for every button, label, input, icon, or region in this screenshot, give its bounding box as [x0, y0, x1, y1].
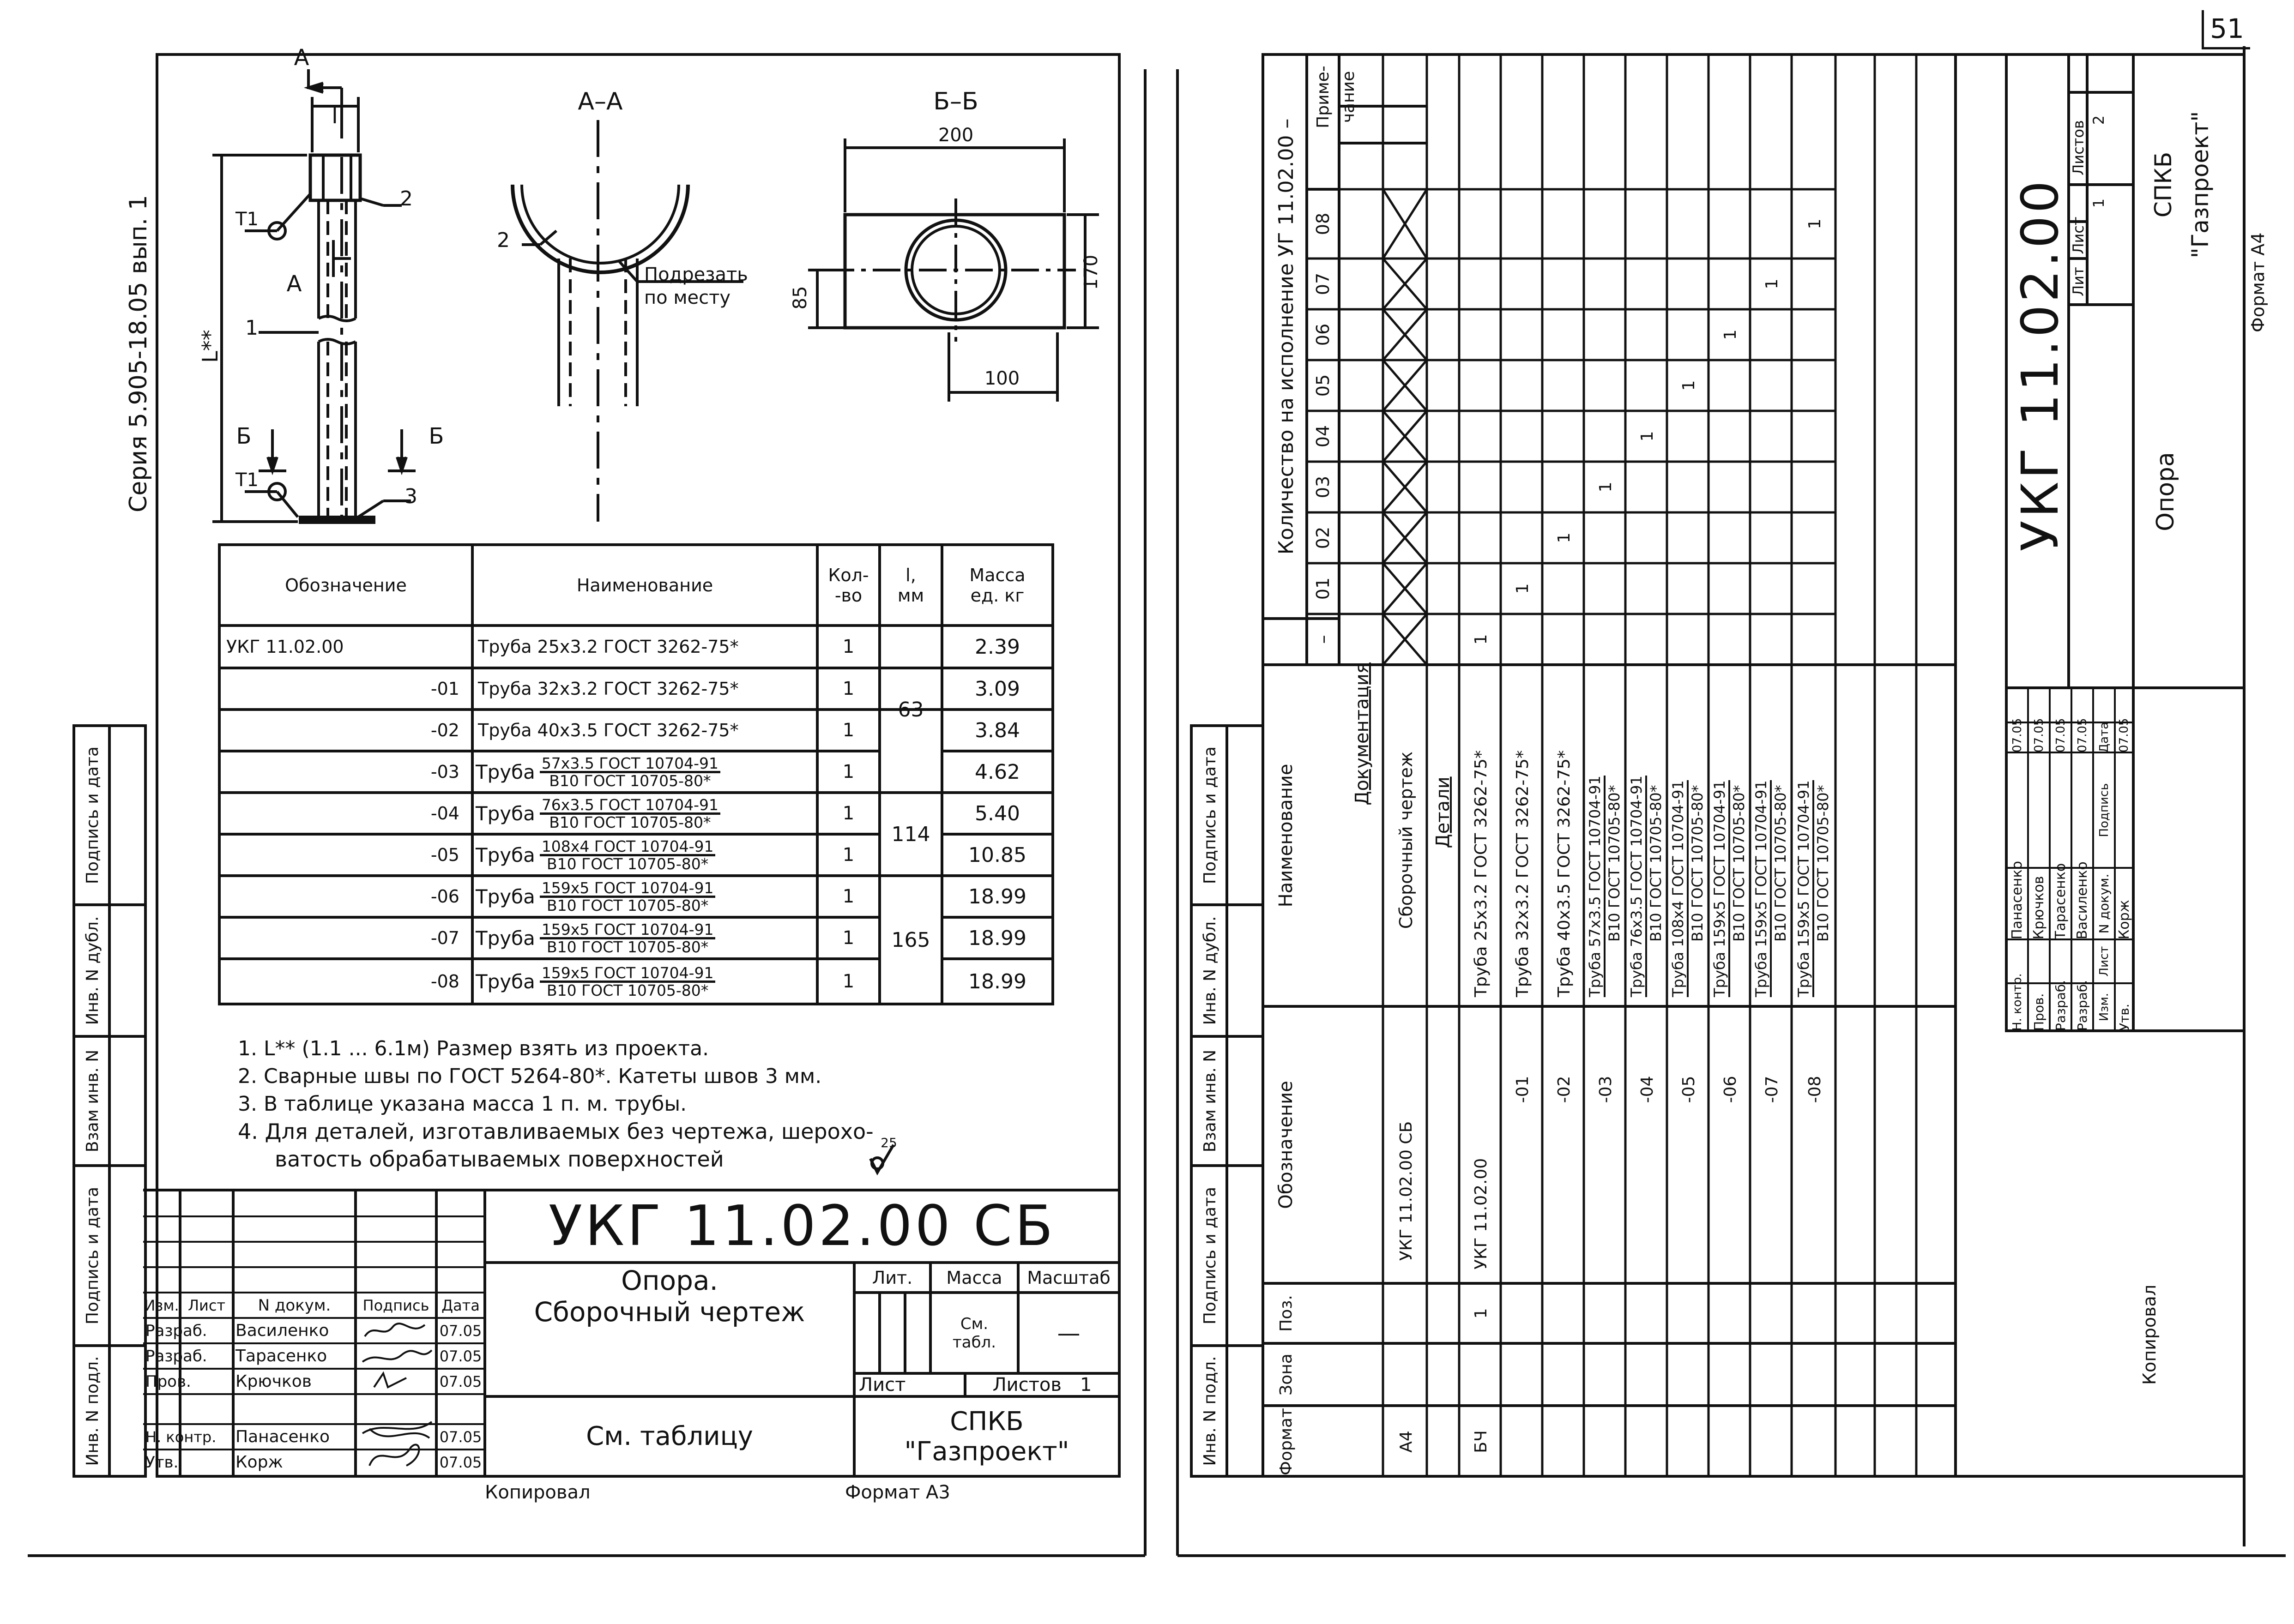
title-name-line: Опора.: [621, 1264, 718, 1296]
variant-header: 03: [1313, 475, 1333, 499]
scale-label: Масштаб: [1027, 1267, 1111, 1288]
variant-header: 01: [1313, 577, 1333, 600]
spec-part-name: [1668, 660, 1708, 997]
table-row-name: [476, 834, 815, 876]
pipe-spec-bottom: В10 ГОСТ 10705-80*: [547, 938, 709, 956]
sheets-label: Листов: [992, 1374, 1062, 1395]
stamp-label: Инв. N подл.: [1200, 1356, 1219, 1466]
spec-qty: 1: [1763, 278, 1781, 289]
org-line: СПКБ: [950, 1406, 1024, 1437]
sig-date: 07.05: [439, 1347, 482, 1365]
stamp-label: Подпись и дата: [1200, 1186, 1219, 1325]
pipe-word: Труба: [478, 679, 532, 699]
note-3: 3. В таблице указана масса 1 п. м. трубы.: [238, 1092, 687, 1116]
table-row-qty: 1: [842, 636, 855, 657]
sig-date: 07.05: [439, 1372, 482, 1390]
spec-part-name-bottom: В10 ГОСТ 10705-80*: [1730, 785, 1748, 942]
spec-part-suffix: -07: [1763, 1076, 1781, 1103]
mass-label: Масса: [946, 1267, 1002, 1288]
header-text: Масса: [969, 565, 1026, 585]
spec-part-name-top: Труба 159x5 ГОСТ 10704-91: [1752, 780, 1772, 997]
spec-col-name: Наименование: [1275, 764, 1297, 908]
table-row-name: [476, 751, 815, 793]
spec-section-docs: Документация: [1352, 662, 1373, 806]
spec-part-name: Труба 32x3.2 ГОСТ 3262-75*: [1513, 750, 1532, 997]
sig-name: Тарасенко: [2053, 863, 2069, 939]
weld-mark: Т1: [235, 469, 259, 491]
table-row-qty: 1: [842, 720, 855, 741]
signature-mark: [362, 1422, 432, 1438]
pipe-word: Труба: [478, 637, 532, 657]
spec-part-suffix: -01: [1513, 1076, 1532, 1103]
sig-name: Василенко: [2074, 861, 2090, 939]
mass-value-line: табл.: [952, 1333, 996, 1352]
sig-role: Н. контр.: [2010, 973, 2024, 1031]
spec-doc-format: А4: [1396, 1431, 1416, 1453]
cut-b-mark: Б: [429, 423, 444, 449]
weld-mark: Т1: [235, 209, 259, 230]
table-row-name: [476, 876, 815, 917]
table-header-qty: [817, 545, 880, 626]
table-row-designation: -01: [430, 679, 459, 699]
sheet-label: Лист: [2069, 217, 2087, 254]
pipe-spec-bottom: В10 ГОСТ 10705-80*: [547, 981, 709, 999]
callout-1: 1: [245, 316, 258, 340]
signatures: [356, 1318, 436, 1475]
callout-2: 2: [400, 186, 413, 211]
table-header-designation: Обозначение: [285, 575, 407, 595]
variant-header: 02: [1313, 526, 1333, 549]
spec-note-header: чание: [1339, 71, 1358, 123]
spec-part-suffix: -08: [1805, 1076, 1824, 1103]
spec-x-marks: [1383, 189, 1427, 665]
sig-name: Корж: [235, 1453, 283, 1472]
sig-date: 07.05: [439, 1428, 482, 1446]
dim-l-main: L**: [198, 330, 223, 363]
sig-header: Изм.: [144, 1296, 179, 1314]
series-label: Серия 5.905-18.05 вып. 1: [125, 195, 152, 512]
note-1: 1. L** (1.1 ... 6.1м) Размер взять из проекта.: [238, 1036, 709, 1060]
spec-part-name-top: Труба 159x5 ГОСТ 10704-91: [1711, 780, 1730, 997]
pipe-spec: 40x3.5 ГОСТ 3262-75*: [537, 720, 739, 740]
pipe-spec-bottom: В10 ГОСТ 10705-80*: [547, 854, 709, 873]
table-row-name: [478, 710, 815, 751]
spec-part-name-bottom: В10 ГОСТ 10705-80*: [1772, 785, 1789, 942]
sig-role: Разраб.: [2053, 980, 2068, 1031]
spec-part-name-bottom: В10 ГОСТ 10705-80*: [1814, 785, 1832, 942]
pipe-spec-top: 57x3.5 ГОСТ 10704-91: [540, 756, 720, 773]
spec-part-name-top: Труба 76x3.5 ГОСТ 10704-91: [1628, 776, 1647, 997]
mass-value: [930, 1293, 1018, 1373]
sig-role: Разраб.: [2075, 980, 2090, 1031]
pipe-spec-top: 159x5 ГОСТ 10704-91: [540, 922, 716, 939]
sig-role: Утв.: [2116, 1004, 2132, 1031]
sheet-label: Лист: [859, 1374, 906, 1395]
table-row-qty: 1: [842, 761, 855, 782]
spec-qty: 1: [1472, 634, 1491, 645]
spec-part-name: [1793, 660, 1834, 997]
table-row-designation: -07: [430, 928, 459, 948]
spec-qty: 1: [1513, 583, 1532, 594]
sheet2-code: УКГ 11.02.00: [2010, 178, 2070, 552]
spec-section-parts: Детали: [1432, 776, 1454, 848]
spec-col-format: Формат: [1276, 1407, 1296, 1476]
sheets-value: 2: [2090, 115, 2107, 125]
sheet2-name: Опора: [2152, 452, 2179, 531]
header-text: мм: [897, 585, 924, 606]
pipe-spec-top: 159x5 ГОСТ 10704-91: [540, 965, 716, 983]
sig-name: Крючков: [2031, 876, 2047, 939]
sig-header: Подпись: [362, 1296, 429, 1314]
pipe-word: Труба: [476, 802, 535, 825]
spec-part-name-top: Труба 159x5 ГОСТ 10704-91: [1795, 780, 1814, 997]
pipe-spec: 25x3.2 ГОСТ 3262-75*: [537, 637, 739, 657]
sheet-value: 1: [2090, 198, 2107, 208]
sig-name: Корж: [2116, 900, 2132, 939]
sig-date: 07.05: [439, 1453, 482, 1471]
l-group: 114: [891, 822, 930, 846]
spec-doc-designation: УКГ 11.02.00 СБ: [1396, 1121, 1416, 1261]
sig-date: 07.05: [2010, 718, 2024, 752]
table-row-name: [476, 917, 815, 959]
header-text: -во: [834, 585, 863, 606]
note-cut-line2: по месту: [644, 287, 731, 308]
sheet1-org: [854, 1396, 1119, 1476]
spec-qty: 1: [1596, 481, 1615, 493]
pipe-spec-top: 108x4 ГОСТ 10704-91: [540, 839, 716, 856]
section-bb-title: Б–Б: [933, 88, 978, 115]
stamp-label: Подпись и дата: [83, 746, 102, 884]
stamp-label: Инв. N дубл.: [1200, 916, 1219, 1025]
spec-note-header: Приме-: [1313, 66, 1333, 128]
title-name-line: Сборочный чертеж: [534, 1296, 805, 1328]
cut-a-mark: А: [294, 45, 309, 71]
pipe-spec-top: 76x3.5 ГОСТ 10704-91: [540, 797, 720, 815]
table-row-mass: 4.62: [975, 760, 1020, 784]
spec-col-zone: Зона: [1276, 1353, 1296, 1395]
table-row-name: [476, 959, 815, 1004]
pipe-spec-bottom: В10 ГОСТ 10705-80*: [549, 813, 711, 831]
sig-date: 07.05: [2032, 718, 2046, 752]
spec-qty: 1: [1721, 329, 1740, 340]
pipe-spec: 32x3.2 ГОСТ 3262-75*: [537, 679, 739, 699]
stamp-label: Инв. N дубл.: [83, 916, 102, 1025]
sig-role: Н. контр.: [145, 1428, 217, 1446]
signature-mark: [365, 1323, 425, 1336]
table-row-mass: 18.99: [968, 969, 1026, 993]
signature-mark: [374, 1373, 406, 1387]
stamp-label: Инв. N подл.: [83, 1356, 102, 1466]
page-number: 51: [2202, 10, 2250, 49]
sig-role: Пров.: [145, 1372, 191, 1391]
variant-header: 05: [1313, 374, 1333, 397]
table-row-qty: 1: [842, 678, 855, 699]
spec-col-designation: Обозначение: [1275, 1081, 1297, 1209]
table-row-mass: 2.39: [975, 635, 1020, 659]
note-2: 2. Сварные швы по ГОСТ 5264-80*. Катеты швов 3 мм.: [238, 1064, 822, 1088]
spec-part-name: [1585, 660, 1624, 997]
table-header-l: [880, 545, 942, 626]
spec-qty: 1: [1679, 380, 1698, 391]
dim-l: l: [332, 102, 338, 129]
sig-header: Лист: [2097, 946, 2111, 977]
lit-label: Лит: [2069, 267, 2087, 296]
table-row-mass: 18.99: [968, 884, 1026, 908]
sig-header: Дата: [441, 1296, 480, 1314]
dim-100: 100: [984, 368, 1020, 389]
header-text: l,: [906, 565, 916, 585]
sheet1-format: Формат А3: [845, 1481, 950, 1503]
sig-date: 07.05: [439, 1322, 482, 1340]
variant-header: 04: [1313, 425, 1333, 448]
spec-part-name-top: Труба 108x4 ГОСТ 10704-91: [1669, 780, 1689, 997]
spec-part-name-bottom: В10 ГОСТ 10705-80*: [1606, 785, 1623, 942]
signature-mark: [369, 1445, 419, 1466]
sig-header: Дата: [2097, 722, 2111, 753]
table-header-name: Наименование: [576, 575, 713, 595]
spec-part-name-bottom: В10 ГОСТ 10705-80*: [1647, 785, 1665, 942]
spec-qty: 1: [1638, 431, 1657, 442]
sheet2-copied: Копировал: [2139, 1284, 2160, 1385]
table-row-designation: -08: [430, 971, 459, 992]
spec-part-pos: 1: [1472, 1308, 1491, 1319]
sig-date: 07.05: [2075, 718, 2089, 752]
sig-name: Тарасенко: [235, 1347, 327, 1365]
sheet2-org-line2: "Газпроект": [2187, 111, 2214, 259]
spec-qty: 1: [1805, 218, 1824, 229]
sig-date: 07.05: [2053, 718, 2068, 752]
org-line: "Газпроект": [904, 1436, 1069, 1467]
sheets-cell: [965, 1373, 1119, 1396]
section-aa-title: А–А: [578, 88, 623, 115]
table-row-designation: -06: [430, 886, 459, 907]
spec-qty: 1: [1555, 532, 1574, 543]
table-row-mass: 3.84: [975, 718, 1020, 742]
stamp-label: Подпись и дата: [83, 1186, 102, 1325]
table-row-qty: 1: [842, 886, 855, 907]
spec-part-suffix: -04: [1638, 1076, 1657, 1103]
sig-role: Пров.: [2031, 993, 2046, 1031]
table-header-mass: [942, 545, 1053, 626]
spec-part-designation: УКГ 11.02.00: [1472, 1158, 1491, 1269]
dim-85: 85: [789, 286, 811, 310]
pipe-word: Труба: [476, 885, 535, 908]
note-cut-line1: Подрезать: [644, 264, 748, 285]
sig-name: Панасенко: [2009, 861, 2025, 939]
sheet1-copied: Копировал: [485, 1481, 591, 1503]
table-row-designation: -02: [430, 720, 459, 740]
spec-part-name: Труба 40x3.5 ГОСТ 3262-75*: [1555, 750, 1574, 997]
sig-name: Панасенко: [235, 1427, 330, 1446]
stamp-label: Взам инв. N: [83, 1049, 102, 1153]
spec-part-name: Труба 25x3.2 ГОСТ 3262-75*: [1472, 750, 1491, 997]
table-row-qty: 1: [842, 927, 855, 949]
cut-b-mark: Б: [236, 423, 252, 449]
variant-header: 06: [1313, 323, 1333, 346]
spec-col-pos: Поз.: [1276, 1295, 1296, 1332]
table-row-mass: 18.99: [968, 926, 1026, 950]
sheet2-org-line1: СПКБ: [2150, 151, 2177, 218]
sig-name: Крючков: [235, 1372, 312, 1391]
dim-170: 170: [1080, 254, 1102, 290]
spec-doc-name: Сборочный чертеж: [1396, 751, 1416, 929]
variant-header: 07: [1313, 272, 1333, 295]
table-row-name: [476, 793, 815, 834]
table-row-mass: 5.40: [975, 801, 1020, 825]
stamp-label: Подпись и дата: [1200, 746, 1219, 884]
pipe-word: Труба: [476, 843, 535, 866]
sheet1-name: [485, 1263, 854, 1329]
cut-a-mark: А: [286, 271, 302, 297]
spec-part-name: [1751, 660, 1791, 997]
note-4-cont: ватость обрабатываемых поверхностей: [275, 1147, 724, 1172]
table-row-designation: -05: [430, 845, 459, 865]
pipe-word: Труба: [478, 720, 532, 740]
table-row-name: [478, 626, 815, 668]
table-row-designation: -03: [430, 762, 459, 782]
spec-part-suffix: -02: [1555, 1076, 1574, 1103]
variant-header: 08: [1313, 212, 1333, 235]
sheets-value: 1: [1080, 1374, 1092, 1395]
scale-value: —: [1057, 1319, 1081, 1347]
sig-role: Разраб.: [145, 1321, 207, 1340]
table-row-designation: УКГ 11.02.00: [226, 637, 344, 657]
pipe-spec-top: 159x5 ГОСТ 10704-91: [540, 880, 716, 898]
sig-header: Лист: [187, 1296, 226, 1314]
variant-header: –: [1313, 635, 1333, 644]
table-row-qty: 1: [842, 803, 855, 824]
sig-date: 07.05: [2117, 718, 2131, 752]
table-row-mass: 10.85: [968, 843, 1026, 867]
signature-mark: [362, 1350, 432, 1362]
sig-header: Изм.: [2097, 992, 2111, 1022]
sig-role: Утв.: [145, 1453, 179, 1472]
sig-header: N докум.: [2096, 873, 2112, 934]
spec-part-name: [1626, 660, 1666, 997]
sheets-label: Листов: [2069, 120, 2087, 175]
header-text: ед. кг: [970, 585, 1025, 606]
pipe-spec-bottom: В10 ГОСТ 10705-80*: [549, 771, 711, 790]
pipe-word: Труба: [476, 926, 535, 950]
sig-header: N докум.: [258, 1296, 331, 1315]
table-row-designation: -04: [430, 803, 459, 824]
dim-200: 200: [938, 124, 974, 146]
pipe-word: Труба: [476, 760, 535, 783]
sheet2-format: Формат А4: [2248, 232, 2268, 332]
l-group: 165: [891, 928, 930, 952]
table-row-qty: 1: [842, 844, 855, 866]
sig-name: Василенко: [235, 1321, 329, 1340]
callout-2: 2: [497, 228, 510, 252]
spec-part-suffix: -06: [1721, 1076, 1740, 1103]
header-text: Кол-: [828, 565, 869, 585]
roughness-value: 25: [881, 1135, 897, 1150]
spec-part-name: [1709, 660, 1749, 997]
stamp-label: Взам инв. N: [1200, 1049, 1219, 1153]
sheet1-material: См. таблицу: [586, 1421, 753, 1451]
spec-qty-title: Количество на исполнение УГ 11.02.00 –: [1274, 118, 1298, 555]
callout-3: 3: [404, 484, 417, 508]
note-4: 4. Для деталей, изготавливаемых без чертежа, шерохо-: [238, 1119, 874, 1144]
table-row-qty: 1: [842, 971, 855, 992]
spec-part-suffix: -05: [1679, 1076, 1698, 1103]
table-row-mass: 3.09: [975, 677, 1020, 701]
sig-role: Разраб.: [145, 1347, 207, 1365]
mass-value-line: См.: [960, 1314, 989, 1333]
spec-part-name-bottom: В10 ГОСТ 10705-80*: [1689, 785, 1706, 942]
pipe-spec-bottom: В10 ГОСТ 10705-80*: [547, 896, 709, 914]
spec-part-suffix: -03: [1596, 1076, 1615, 1103]
pipe-word: Труба: [476, 970, 535, 993]
l-group: 63: [898, 698, 924, 722]
lit-label: Лит.: [872, 1267, 913, 1288]
spec-part-name-top: Труба 57x3.5 ГОСТ 10704-91: [1586, 776, 1606, 997]
table-row-name: [478, 668, 815, 710]
sheet1-code: УКГ 11.02.00 СБ: [548, 1194, 1056, 1258]
sig-header: Подпись: [2097, 783, 2111, 837]
spec-part-format: БЧ: [1472, 1430, 1491, 1453]
